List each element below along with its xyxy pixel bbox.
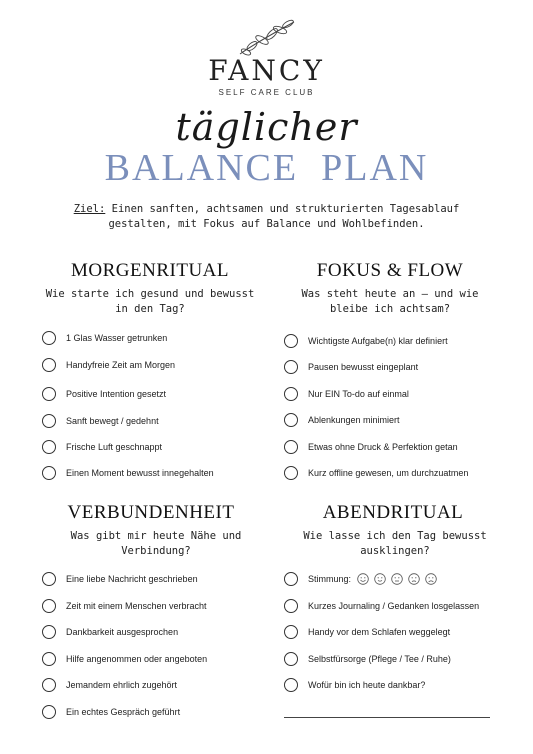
item-label: Kurz offline gewesen, um durchzuatmen [308, 468, 469, 478]
checklist-item[interactable] [42, 702, 180, 722]
section-title-abendritual: ABENDRITUAL [322, 502, 464, 523]
section-title-fokus-flow: FOKUS & FLOW [316, 260, 464, 281]
section-question-morgenritual: Wie starte ich gesund und bewusst in den Tag? [45, 288, 255, 315]
checklist-item[interactable] [284, 410, 400, 430]
item-label: Frische Luft geschnappt [66, 442, 163, 452]
checklist-item[interactable] [42, 463, 214, 483]
checklist-item[interactable] [284, 384, 409, 404]
checkbox[interactable] [284, 625, 298, 639]
item-label: Etwas ohne Druck & Perfektion getan [308, 442, 458, 452]
mood-scale [357, 573, 437, 585]
goal-label: Ziel: [73, 203, 106, 215]
item-label: Einen Moment bewusst innegehalten [66, 468, 214, 478]
checkbox[interactable] [42, 705, 56, 719]
checklist-item[interactable] [42, 355, 175, 375]
item-label: Stimmung: [308, 574, 352, 584]
gratitude-write-line[interactable] [284, 717, 490, 718]
checklist-item[interactable] [42, 384, 166, 404]
item-label: Ablenkungen minimiert [308, 415, 400, 425]
checkbox[interactable] [42, 678, 56, 692]
section-question-fokus-flow: Was steht heute an – und wie bleibe ich achtsam? [301, 288, 479, 315]
checklist-item[interactable] [284, 675, 425, 695]
smile-big-icon[interactable] [357, 573, 369, 585]
checkbox[interactable] [284, 678, 298, 692]
checklist-item[interactable] [42, 675, 177, 695]
item-label: Selbstfürsorge (Pflege / Tee / Ruhe) [308, 654, 451, 664]
script-heading: täglicher [175, 105, 358, 149]
checkbox[interactable] [42, 414, 56, 428]
brand-tagline: SELF CARE CLUB [218, 88, 315, 97]
smile-icon[interactable] [374, 573, 386, 585]
goal-description: Einen sanften, achtsamen und strukturierten Tagesablauf gestalten, mit Fokus auf Balance und Wohlbefinden. [105, 203, 460, 230]
checklist-item[interactable] [42, 328, 167, 348]
checklist-item[interactable] [42, 649, 207, 669]
checkbox[interactable] [42, 652, 56, 666]
checklist-item[interactable] [42, 596, 207, 616]
checklist-item[interactable] [284, 463, 468, 483]
checklist-item[interactable] [284, 622, 450, 642]
checkbox[interactable] [42, 625, 56, 639]
checkbox[interactable] [42, 572, 56, 586]
item-label: Pausen bewusst eingeplant [308, 362, 419, 372]
item-label: 1 Glas Wasser getrunken [66, 333, 168, 343]
checklist-item[interactable] [284, 437, 458, 457]
checkbox[interactable] [284, 599, 298, 613]
checkbox[interactable] [284, 572, 298, 586]
checkbox[interactable] [284, 360, 298, 374]
sad-icon[interactable] [408, 573, 420, 585]
checklist-item[interactable] [42, 437, 162, 457]
checklist-item-mood[interactable] [284, 569, 437, 589]
item-label: Eine liebe Nachricht geschrieben [66, 574, 198, 584]
item-label: Positive Intention gesetzt [66, 389, 167, 399]
goal-text [60, 202, 473, 232]
checkbox[interactable] [42, 466, 56, 480]
item-label: Handy vor dem Schlafen weggelegt [308, 627, 451, 637]
checkbox[interactable] [42, 358, 56, 372]
checkbox[interactable] [42, 387, 56, 401]
checklist-item[interactable] [284, 357, 418, 377]
checklist-item[interactable] [284, 649, 451, 669]
page-title: BALANCE PLAN [104, 147, 429, 189]
very-sad-icon[interactable] [425, 573, 437, 585]
item-label: Sanft bewegt / gedehnt [66, 416, 159, 426]
neutral-face-icon[interactable] [391, 573, 403, 585]
brand-name: FANCY [208, 54, 325, 87]
item-label: Wofür bin ich heute dankbar? [308, 680, 426, 690]
item-label: Kurzes Journaling / Gedanken losgelassen [308, 601, 480, 611]
checkbox[interactable] [284, 440, 298, 454]
item-label: Dankbarkeit ausgesprochen [66, 627, 179, 637]
checklist-item[interactable] [284, 331, 448, 351]
checkbox[interactable] [284, 334, 298, 348]
checklist-item[interactable] [42, 622, 178, 642]
checkbox[interactable] [284, 387, 298, 401]
checkbox[interactable] [42, 331, 56, 345]
item-label: Nur EIN To-do auf einmal [308, 389, 409, 399]
checkbox[interactable] [284, 652, 298, 666]
item-label: Ein echtes Gespräch geführt [66, 707, 181, 717]
section-question-verbundenheit: Was gibt mir heute Nähe und Verbindung? [70, 530, 242, 557]
checklist-item[interactable] [284, 596, 479, 616]
item-label: Wichtigste Aufgabe(n) klar definiert [308, 336, 448, 346]
section-question-abendritual: Wie lasse ich den Tag bewusst ausklingen? [303, 530, 487, 557]
checklist-item[interactable] [42, 569, 198, 589]
checklist-item[interactable] [42, 411, 159, 431]
checkbox[interactable] [42, 440, 56, 454]
item-label: Jemandem ehrlich zugehört [66, 680, 178, 690]
item-label: Handyfreie Zeit am Morgen [66, 360, 176, 370]
section-title-morgenritual: MORGENRITUAL [71, 260, 229, 281]
item-label: Zeit mit einem Menschen verbracht [66, 601, 207, 611]
checkbox[interactable] [42, 599, 56, 613]
checkbox[interactable] [284, 413, 298, 427]
item-label: Hilfe angenommen oder angeboten [66, 654, 208, 664]
section-title-verbundenheit: VERBUNDENHEIT [67, 502, 235, 523]
checkbox[interactable] [284, 466, 298, 480]
